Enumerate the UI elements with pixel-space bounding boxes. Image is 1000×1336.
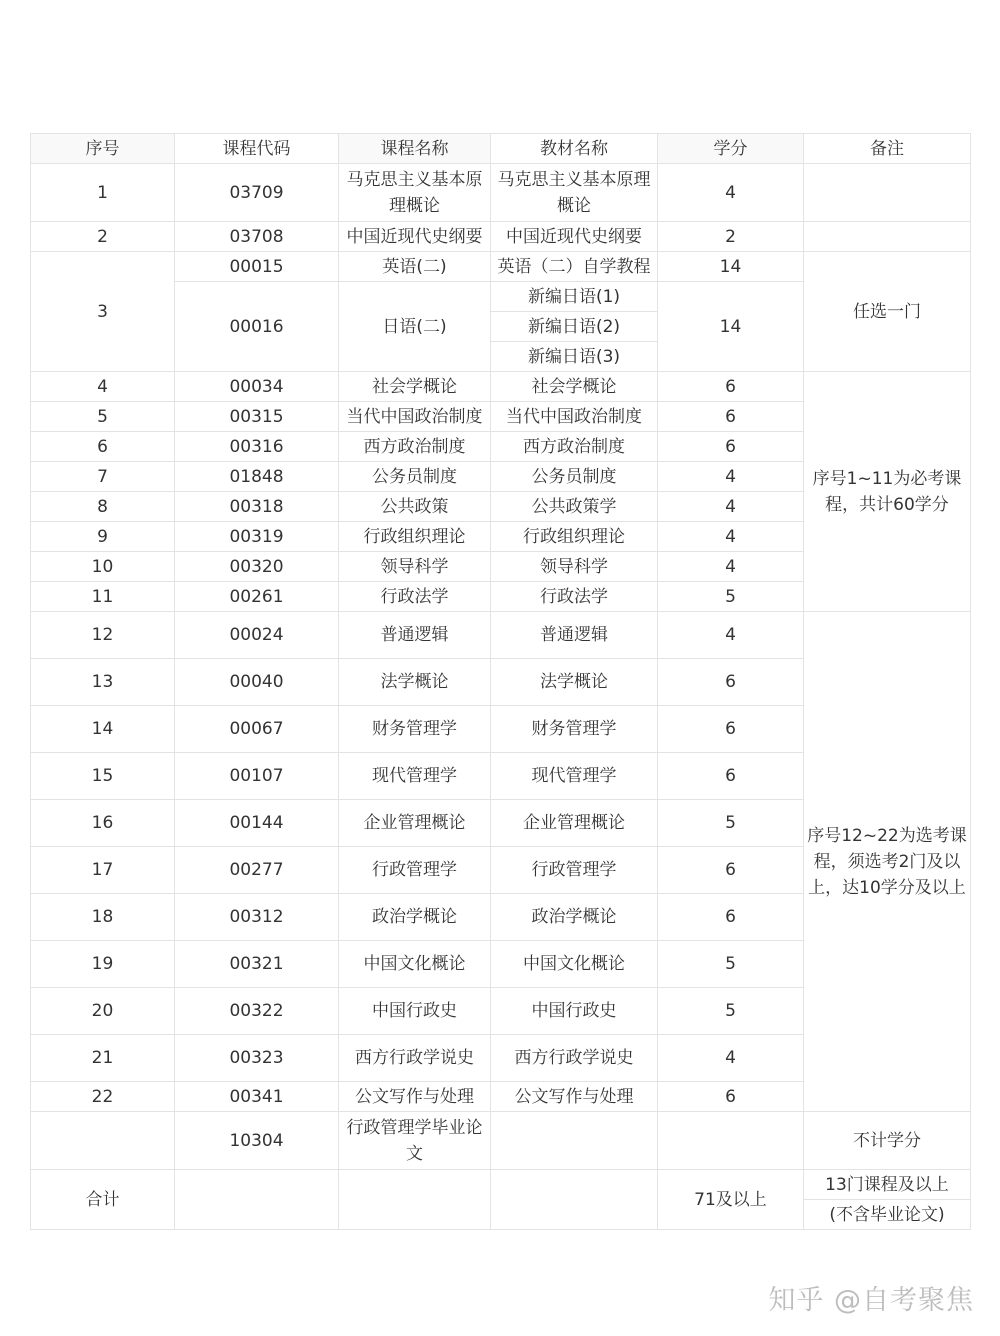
credit-cell: 14 [658,282,804,372]
total-label: 合计 [31,1170,175,1230]
code-cell: 00323 [175,1035,339,1082]
credit-cell: 6 [658,432,804,462]
note-cell-elective: 序号12~22为选考课程，须选考2门及以上，达10学分及以上 [804,612,971,1112]
seq-cell: 10 [31,552,175,582]
table-row [31,164,971,222]
book-cell: 中国文化概论 [491,941,658,988]
table-row [31,252,971,282]
note-cell: 不计学分 [804,1112,971,1170]
code-cell: 00277 [175,847,339,894]
table-row [31,222,971,252]
name-cell: 行政法学 [339,582,491,612]
book-cell: 法学概论 [491,659,658,706]
code-cell: 00034 [175,372,339,402]
seq-cell: 14 [31,706,175,753]
code-cell: 00341 [175,1082,339,1112]
name-cell: 财务管理学 [339,706,491,753]
name-cell: 公文写作与处理 [339,1082,491,1112]
book-cell: 财务管理学 [491,706,658,753]
code-cell: 03709 [175,164,339,222]
name-cell: 法学概论 [339,659,491,706]
book-cell: 公共政策学 [491,492,658,522]
credit-cell: 4 [658,612,804,659]
credit-cell: 4 [658,462,804,492]
name-cell: 普通逻辑 [339,612,491,659]
credit-cell: 5 [658,800,804,847]
name-cell: 政治学概论 [339,894,491,941]
book-cell: 领导科学 [491,552,658,582]
code-cell: 03708 [175,222,339,252]
book-cell: 英语（二）自学教程 [491,252,658,282]
book-cell: 社会学概论 [491,372,658,402]
seq-cell: 3 [31,252,175,372]
code-cell: 01848 [175,462,339,492]
credit-cell: 6 [658,659,804,706]
credit-cell: 6 [658,753,804,800]
book-cell: 中国行政史 [491,988,658,1035]
credit-cell: 4 [658,522,804,552]
header-name-cell: 课程名称 [339,134,491,164]
book-cell: 马克思主义基本原理概论 [491,164,658,222]
table-row [31,1112,971,1170]
name-cell: 中国文化概论 [339,941,491,988]
credit-cell: 5 [658,941,804,988]
credit-cell: 6 [658,402,804,432]
note-cell [804,164,971,222]
note-cell-required: 序号1~11为必考课程，共计60学分 [804,372,971,612]
name-cell: 行政组织理论 [339,522,491,552]
credit-cell: 6 [658,894,804,941]
header-code-cell: 课程代码 [175,134,339,164]
note-cell: 任选一门 [804,252,971,372]
seq-cell: 12 [31,612,175,659]
book-cell: 政治学概论 [491,894,658,941]
code-cell: 00144 [175,800,339,847]
code-cell: 00107 [175,753,339,800]
table-row [31,1170,971,1200]
name-cell: 英语(二) [339,252,491,282]
book-cell: 企业管理概论 [491,800,658,847]
name-cell: 中国近现代史纲要 [339,222,491,252]
name-cell: 当代中国政治制度 [339,402,491,432]
code-cell: 10304 [175,1112,339,1170]
credit-cell: 6 [658,1082,804,1112]
code-cell: 00067 [175,706,339,753]
seq-cell: 6 [31,432,175,462]
seq-cell: 22 [31,1082,175,1112]
credit-cell: 4 [658,164,804,222]
seq-cell: 8 [31,492,175,522]
total-note-line1: 13门课程及以上 [804,1170,971,1200]
table-row [31,372,971,402]
credit-cell: 6 [658,847,804,894]
credit-cell: 6 [658,372,804,402]
name-cell: 领导科学 [339,552,491,582]
code-cell: 00319 [175,522,339,552]
credit-cell: 4 [658,492,804,522]
book-cell: 新编日语(1) [491,282,658,312]
code-cell: 00015 [175,252,339,282]
book-cell: 新编日语(3) [491,342,658,372]
name-cell: 日语(二) [339,282,491,372]
book-cell: 西方政治制度 [491,432,658,462]
code-cell: 00320 [175,552,339,582]
book-cell: 当代中国政治制度 [491,402,658,432]
total-credit: 71及以上 [658,1170,804,1230]
seq-cell: 20 [31,988,175,1035]
header-note-cell: 备注 [804,134,971,164]
credit-cell [658,1112,804,1170]
credit-cell: 4 [658,1035,804,1082]
name-cell: 行政管理学毕业论文 [339,1112,491,1170]
seq-cell: 13 [31,659,175,706]
book-cell: 行政组织理论 [491,522,658,552]
name-cell: 行政管理学 [339,847,491,894]
book-cell [491,1112,658,1170]
name-cell: 西方行政学说史 [339,1035,491,1082]
code-cell: 00322 [175,988,339,1035]
seq-cell: 15 [31,753,175,800]
header-book-cell: 教材名称 [491,134,658,164]
seq-cell: 19 [31,941,175,988]
name-cell [339,1170,491,1230]
book-cell: 新编日语(2) [491,312,658,342]
seq-cell: 18 [31,894,175,941]
code-cell: 00315 [175,402,339,432]
code-cell: 00318 [175,492,339,522]
code-cell: 00016 [175,282,339,372]
book-cell [491,1170,658,1230]
seq-cell: 11 [31,582,175,612]
code-cell: 00312 [175,894,339,941]
credit-cell: 2 [658,222,804,252]
seq-cell: 9 [31,522,175,552]
book-cell: 公务员制度 [491,462,658,492]
name-cell: 西方政治制度 [339,432,491,462]
code-cell: 00024 [175,612,339,659]
name-cell: 现代管理学 [339,753,491,800]
header-seq-cell: 序号 [31,134,175,164]
seq-cell: 17 [31,847,175,894]
book-cell: 普通逻辑 [491,612,658,659]
credit-cell: 14 [658,252,804,282]
table-row [31,612,971,659]
code-cell: 00321 [175,941,339,988]
credit-cell: 4 [658,552,804,582]
name-cell: 公共政策 [339,492,491,522]
code-cell: 00316 [175,432,339,462]
seq-cell: 7 [31,462,175,492]
total-note-line2: (不含毕业论文) [804,1200,971,1230]
seq-cell: 21 [31,1035,175,1082]
code-cell: 00040 [175,659,339,706]
note-cell [804,222,971,252]
code-cell [175,1170,339,1230]
book-cell: 行政法学 [491,582,658,612]
credit-cell: 6 [658,706,804,753]
book-cell: 行政管理学 [491,847,658,894]
seq-cell: 2 [31,222,175,252]
watermark: 知乎 @自考聚焦 [768,1285,974,1316]
header-credit-cell: 学分 [658,134,804,164]
name-cell: 社会学概论 [339,372,491,402]
code-cell: 00261 [175,582,339,612]
table-row [31,134,971,164]
name-cell: 中国行政史 [339,988,491,1035]
name-cell: 马克思主义基本原理概论 [339,164,491,222]
seq-cell: 5 [31,402,175,432]
seq-cell: 1 [31,164,175,222]
seq-cell: 16 [31,800,175,847]
book-cell: 西方行政学说史 [491,1035,658,1082]
seq-cell [31,1112,175,1170]
name-cell: 企业管理概论 [339,800,491,847]
credit-cell: 5 [658,582,804,612]
book-cell: 公文写作与处理 [491,1082,658,1112]
credit-cell: 5 [658,988,804,1035]
seq-cell: 4 [31,372,175,402]
book-cell: 中国近现代史纲要 [491,222,658,252]
book-cell: 现代管理学 [491,753,658,800]
name-cell: 公务员制度 [339,462,491,492]
course-table [30,133,971,1230]
